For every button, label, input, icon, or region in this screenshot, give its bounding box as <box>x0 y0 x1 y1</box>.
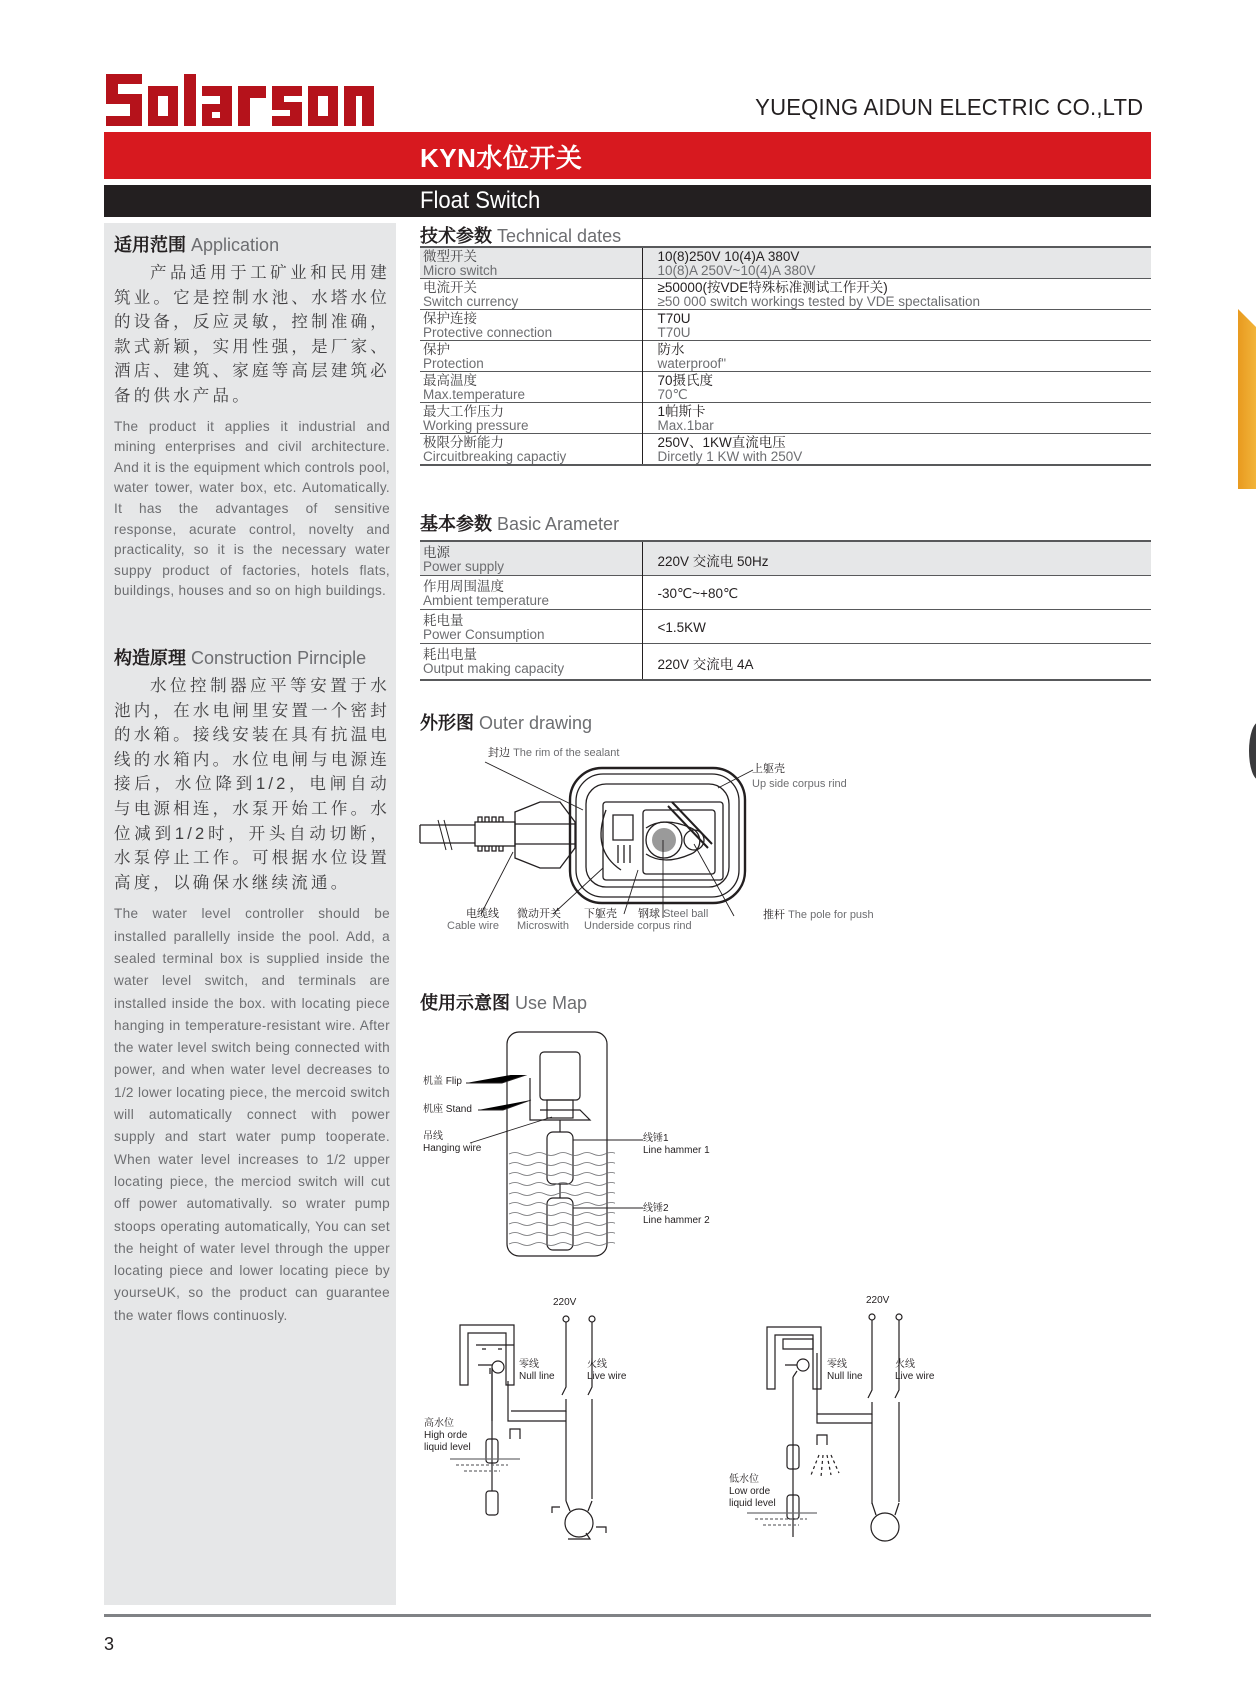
table-row: 保护 Protection 防水 waterproof" <box>420 341 1151 372</box>
label-null-line-1: 零线 Null line <box>519 1359 555 1382</box>
page-number: 3 <box>104 1634 115 1654</box>
label-push-pole: 推杆 The pole for push <box>763 909 874 921</box>
construction-text-en: The water level controller should be installed parallelly inside the pool. Add, a sealed terminal box is supplied inside the water level switch, and terminals are installed inside the box. with locating piece hanging in temperature-resistant wire. After the water level switch being connected with power, and when water level decreases to 1/2 lower locating piece, the mercoid switch will automatically connect with power supply and start water pump tooperate. When water level increases to 1/2 upper locating piece, the merciod switch will cut off power automativally. so wrater pump stoops operating automatically, You can set the height of water level through the upper locating piece and lower locating piece by yourseUK, so the product can guarantee the water flows continuosly. <box>114 906 390 1323</box>
decorative-orange-tab <box>1238 309 1256 489</box>
label-live-wire-2: 火线 Live wire <box>895 1359 935 1382</box>
label-line-hammer-2: 线锤2 Line hammer 2 <box>643 1203 710 1226</box>
label-flip: 机盖 Flip <box>423 1076 462 1087</box>
table-row: 极限分断能力 Circuitbreaking capactiy 250V、1KW直流电压 Dircetly 1 KW with 250V <box>420 434 1151 466</box>
technical-heading: 技术参数 Technical dates <box>420 226 622 246</box>
company-name: YUEQING AIDUN ELECTRIC CO.,LTD <box>754 94 1143 120</box>
construction-heading: 构造原理 Construction Pirnciple <box>114 648 367 668</box>
decorative-dark-shape <box>1249 722 1256 780</box>
application-section <box>114 231 390 602</box>
outer-drawing-heading: 外形图 Outer drawing <box>420 713 593 733</box>
voltage-label-2: 220V <box>866 1295 890 1306</box>
label-low-level: 低水位 Low orde liquid level <box>729 1474 776 1509</box>
table-row: 耗电量 Power Consumption <1.5KW <box>420 610 1151 644</box>
table-row: 最高温度 Max.temperature 70摄氏度 70℃ <box>420 372 1151 403</box>
label-cable-wire: 电缆线 Cable wire <box>447 908 499 932</box>
title-bar-black <box>104 185 1151 217</box>
construction-section <box>114 644 390 1327</box>
label-steel-ball: 钢球 Steel ball <box>638 908 709 920</box>
table-row: 电源 Power supply 220V 交流电 50Hz <box>420 541 1151 576</box>
label-null-line-2: 零线 Null line <box>827 1359 863 1382</box>
basic-heading: 基本参数 Basic Arameter <box>420 514 620 534</box>
label-stand: 机座 Stand <box>423 1104 472 1115</box>
application-text-en: The product it applies it industrial and mining enterprises and civil architecture. And it is the equipment which controls pool, water tower, water box, etc. Automatically. It has the advantages of sensitive response, acurate control, novelty and practicality, so it is the necessary water suppy product of factories, hotels flats, buildings, houses and so on high buildings. <box>114 418 390 599</box>
label-hanging-wire: 吊线 Hanging wire <box>423 1131 482 1154</box>
label-rim-of-sealant: 封边 The rim of the sealant <box>488 747 620 759</box>
use-map-heading: 使用示意图 Use Map <box>420 993 588 1013</box>
label-line-hammer-1: 线锤1 Line hammer 1 <box>643 1133 710 1156</box>
table-row: 作用周围温度 Ambient temperature -30℃~+80℃ <box>420 576 1151 610</box>
label-microswitch: 微动开关 Microswith <box>517 908 569 932</box>
left-sidebar <box>104 223 396 1605</box>
product-title-zh: KYN水位开关 <box>420 143 583 173</box>
application-text-zh: 产品适用于工矿业和民用建筑业。它是控制水池、水塔水位的设备，反应灵敏，控制准确，款式新颖，实用性强，是厂家、酒店、建筑、家庭等高层建筑必备的供水产品。 <box>114 264 390 405</box>
technical-table <box>420 246 1151 466</box>
product-title-en: Float Switch <box>420 187 541 214</box>
label-live-wire-1: 火线 Live wire <box>587 1359 627 1382</box>
table-row: 保护连接 Protective connection T70U T70U <box>420 310 1151 341</box>
footer-divider <box>104 1614 1151 1617</box>
basic-table <box>420 540 1151 681</box>
brand-logo <box>104 72 400 128</box>
svg-text:Solarson: Solarson <box>104 72 108 73</box>
table-row: 微型开关 Micro switch 10(8)250V 10(4)A 380V 10(8)A 250V~10(4)A 380V <box>420 247 1151 279</box>
voltage-label-1: 220V <box>553 1297 577 1308</box>
label-upper-corpus: 上躯壳 Up side corpus rind <box>752 763 847 790</box>
application-heading: 适用范围 Application <box>114 235 280 255</box>
table-row: 耗出电量 Output making capacity 220V 交流电 4A <box>420 644 1151 681</box>
label-high-level: 高水位 High orde liquid level <box>424 1418 471 1453</box>
table-row: 电流开关 Switch currency ≥50000(按VDE特殊标准测试工作开关) ≥50 000 switch workings tested by VDE spectalisation <box>420 279 1151 310</box>
table-row: 最大工作压力 Working pressure 1帕斯卡 Max.1bar <box>420 403 1151 434</box>
label-underside-corpus: 下躯壳 Underside corpus rind <box>584 908 692 932</box>
title-bar-red <box>104 132 1151 179</box>
solarson-logo-icon <box>104 72 400 128</box>
construction-text-zh: 水位控制器应平等安置于水池内，在水电闸里安置一个密封的水箱。接线安装在具有抗温电线的水箱内。水位电闸与电源连接后，水位降到1/2，电闸自动与电源相连，水泵开始工作。水位减到1/2时，开头自动切断，水泵停止工作。可根据水位设置高度，以确保水继续流通。 <box>114 677 390 892</box>
